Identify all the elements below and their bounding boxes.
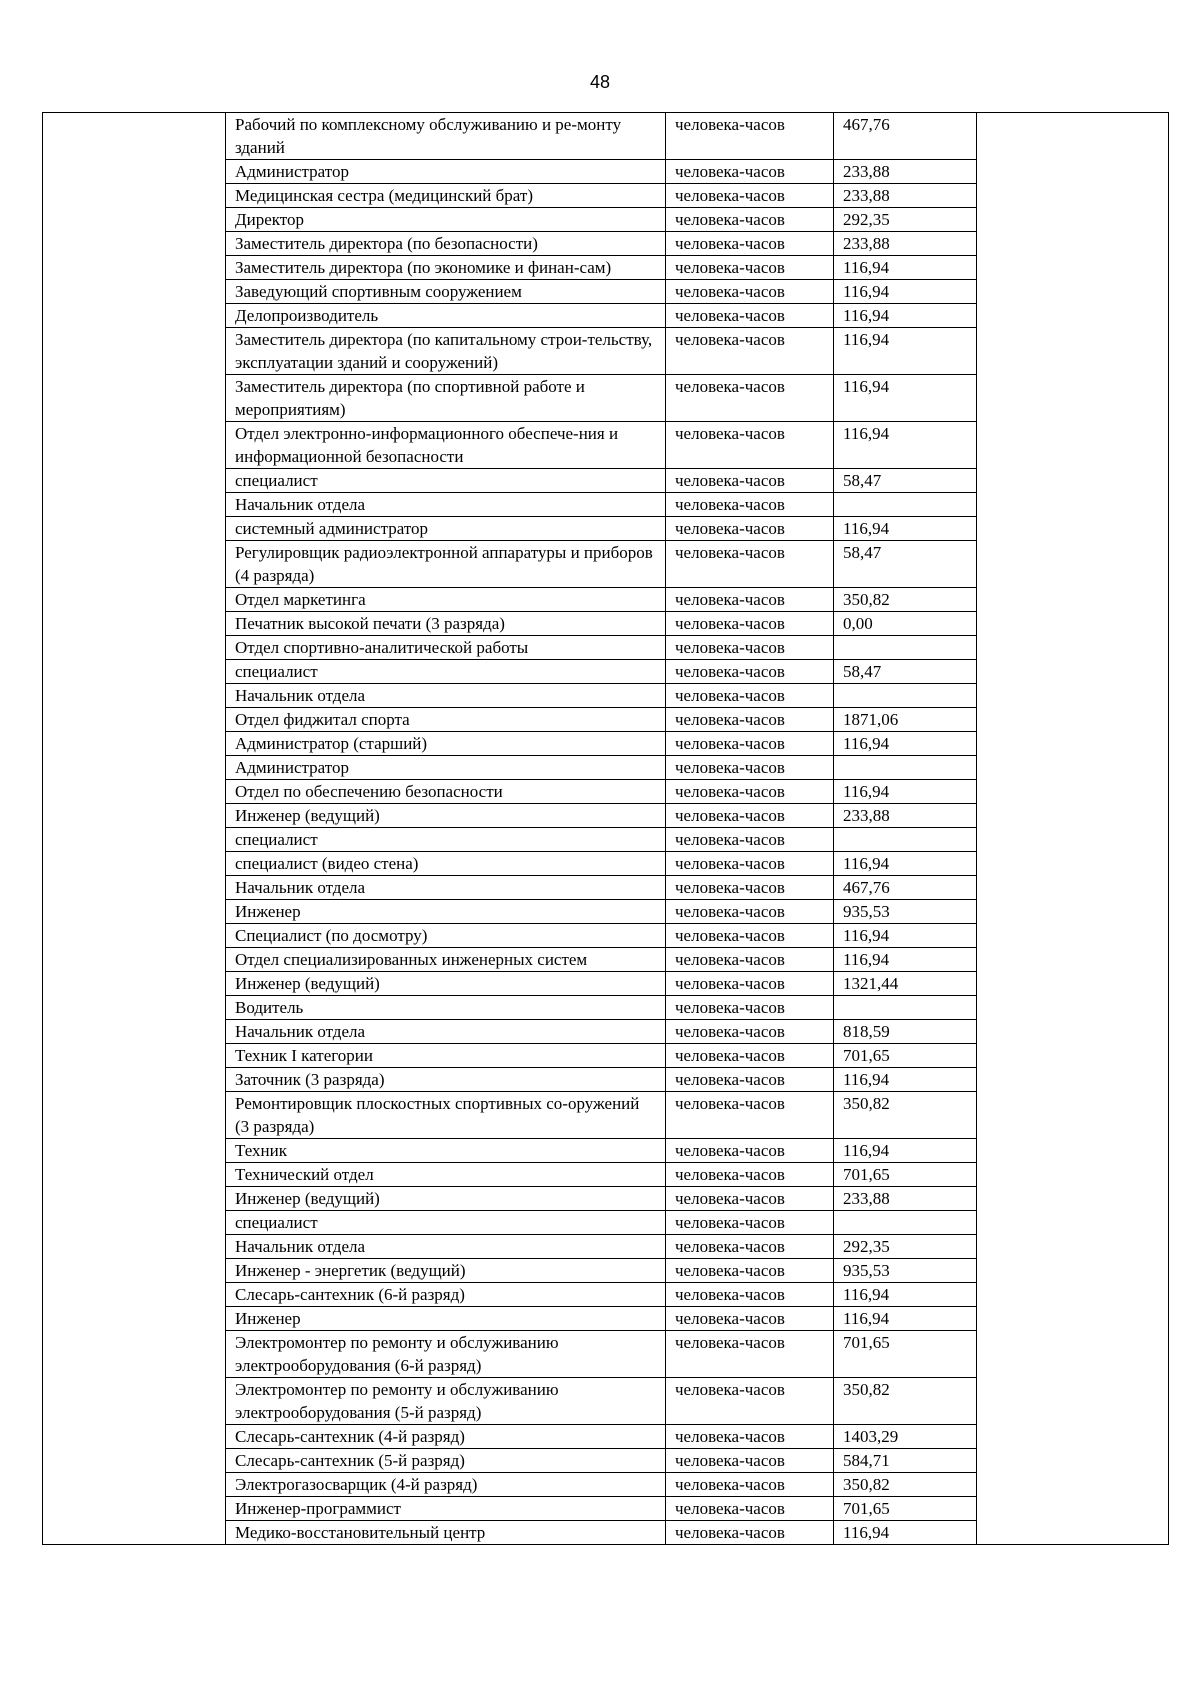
unit-cell: человека-часов <box>666 1211 834 1235</box>
position-name-cell: специалист <box>226 828 666 852</box>
unit-cell: человека-часов <box>666 828 834 852</box>
position-name-cell: Заведующий спортивным сооружением <box>226 280 666 304</box>
position-name-cell: Администратор (старший) <box>226 732 666 756</box>
unit-cell: человека-часов <box>666 1307 834 1331</box>
value-cell: 116,94 <box>834 780 977 804</box>
unit-cell: человека-часов <box>666 1235 834 1259</box>
value-cell: 0,00 <box>834 612 977 636</box>
unit-cell: человека-часов <box>666 972 834 996</box>
value-cell <box>834 828 977 852</box>
unit-cell: человека-часов <box>666 732 834 756</box>
unit-cell: человека-часов <box>666 517 834 541</box>
unit-cell: человека-часов <box>666 1092 834 1139</box>
unit-cell: человека-часов <box>666 1497 834 1521</box>
value-cell: 1871,06 <box>834 708 977 732</box>
unit-cell: человека-часов <box>666 900 834 924</box>
value-cell: 292,35 <box>834 208 977 232</box>
unit-cell: человека-часов <box>666 708 834 732</box>
position-name-cell: Инженер <box>226 900 666 924</box>
unit-cell: человека-часов <box>666 1068 834 1092</box>
unit-cell: человека-часов <box>666 1425 834 1449</box>
blank-left-cell <box>43 113 226 1545</box>
position-name-cell: Регулировщик радиоэлектронной аппаратуры и приборов (4 разряда) <box>226 541 666 588</box>
position-name-cell: Инженер (ведущий) <box>226 804 666 828</box>
unit-cell: человека-часов <box>666 304 834 328</box>
position-name-cell: Техник <box>226 1139 666 1163</box>
unit-cell: человека-часов <box>666 660 834 684</box>
value-cell: 58,47 <box>834 541 977 588</box>
position-name-cell: Отдел по обеспечению безопасности <box>226 780 666 804</box>
unit-cell: человека-часов <box>666 256 834 280</box>
data-table <box>42 112 1169 1545</box>
position-name-cell: системный администратор <box>226 517 666 541</box>
value-cell: 233,88 <box>834 184 977 208</box>
value-cell: 467,76 <box>834 876 977 900</box>
position-name-cell: Начальник отдела <box>226 684 666 708</box>
value-cell: 350,82 <box>834 588 977 612</box>
position-name-cell: Слесарь-сантехник (4-й разряд) <box>226 1425 666 1449</box>
value-cell: 350,82 <box>834 1378 977 1425</box>
value-cell: 116,94 <box>834 924 977 948</box>
value-cell: 116,94 <box>834 375 977 422</box>
position-name-cell: Инженер <box>226 1307 666 1331</box>
value-cell: 233,88 <box>834 1187 977 1211</box>
position-name-cell: Отдел маркетинга <box>226 588 666 612</box>
unit-cell: человека-часов <box>666 113 834 160</box>
position-name-cell: Заместитель директора (по безопасности) <box>226 232 666 256</box>
unit-cell: человека-часов <box>666 541 834 588</box>
unit-cell: человека-часов <box>666 1283 834 1307</box>
unit-cell: человека-часов <box>666 876 834 900</box>
unit-cell: человека-часов <box>666 804 834 828</box>
value-cell <box>834 996 977 1020</box>
position-name-cell: Технический отдел <box>226 1163 666 1187</box>
unit-cell: человека-часов <box>666 1473 834 1497</box>
value-cell: 116,94 <box>834 732 977 756</box>
unit-cell: человека-часов <box>666 469 834 493</box>
position-name-cell: Инженер (ведущий) <box>226 972 666 996</box>
value-cell <box>834 1211 977 1235</box>
position-name-cell: Начальник отдела <box>226 493 666 517</box>
position-name-cell: Медико-восстановительный центр <box>226 1521 666 1545</box>
unit-cell: человека-часов <box>666 208 834 232</box>
position-name-cell: Техник I категории <box>226 1044 666 1068</box>
value-cell: 116,94 <box>834 256 977 280</box>
position-name-cell: Отдел специализированных инженерных систем <box>226 948 666 972</box>
position-name-cell: Рабочий по комплексному обслуживанию и ре-монту зданий <box>226 113 666 160</box>
table-row <box>43 113 1169 160</box>
position-name-cell: Начальник отдела <box>226 1020 666 1044</box>
position-name-cell: Ремонтировщик плоскостных спортивных со-оружений (3 разряда) <box>226 1092 666 1139</box>
position-name-cell: Заточник (3 разряда) <box>226 1068 666 1092</box>
value-cell: 1321,44 <box>834 972 977 996</box>
position-name-cell: специалист <box>226 1211 666 1235</box>
table-body <box>43 113 1169 1545</box>
position-name-cell: Электромонтер по ремонту и обслуживанию электрооборудования (5-й разряд) <box>226 1378 666 1425</box>
unit-cell: человека-часов <box>666 160 834 184</box>
unit-cell: человека-часов <box>666 852 834 876</box>
value-cell: 116,94 <box>834 1068 977 1092</box>
position-name-cell: Директор <box>226 208 666 232</box>
value-cell <box>834 493 977 517</box>
value-cell: 292,35 <box>834 1235 977 1259</box>
unit-cell: человека-часов <box>666 924 834 948</box>
position-name-cell: Заместитель директора (по спортивной работе и мероприятиям) <box>226 375 666 422</box>
blank-right-cell <box>977 113 1169 1545</box>
value-cell: 116,94 <box>834 304 977 328</box>
unit-cell: человека-часов <box>666 684 834 708</box>
unit-cell: человека-часов <box>666 636 834 660</box>
value-cell: 233,88 <box>834 804 977 828</box>
unit-cell: человека-часов <box>666 1521 834 1545</box>
unit-cell: человека-часов <box>666 1163 834 1187</box>
position-name-cell: Специалист (по досмотру) <box>226 924 666 948</box>
unit-cell: человека-часов <box>666 1378 834 1425</box>
value-cell <box>834 756 977 780</box>
value-cell: 116,94 <box>834 328 977 375</box>
unit-cell: человека-часов <box>666 184 834 208</box>
position-name-cell: Слесарь-сантехник (5-й разряд) <box>226 1449 666 1473</box>
unit-cell: человека-часов <box>666 1187 834 1211</box>
position-name-cell: Отдел фиджитал спорта <box>226 708 666 732</box>
value-cell: 116,94 <box>834 948 977 972</box>
value-cell: 818,59 <box>834 1020 977 1044</box>
value-cell: 467,76 <box>834 113 977 160</box>
unit-cell: человека-часов <box>666 375 834 422</box>
value-cell: 233,88 <box>834 232 977 256</box>
value-cell: 701,65 <box>834 1331 977 1378</box>
value-cell: 1403,29 <box>834 1425 977 1449</box>
position-name-cell: Инженер-программист <box>226 1497 666 1521</box>
unit-cell: человека-часов <box>666 756 834 780</box>
position-name-cell: Администратор <box>226 756 666 780</box>
value-cell: 350,82 <box>834 1092 977 1139</box>
value-cell: 58,47 <box>834 660 977 684</box>
unit-cell: человека-часов <box>666 1259 834 1283</box>
value-cell: 350,82 <box>834 1473 977 1497</box>
position-name-cell: Слесарь-сантехник (6-й разряд) <box>226 1283 666 1307</box>
unit-cell: человека-часов <box>666 588 834 612</box>
position-name-cell: Начальник отдела <box>226 1235 666 1259</box>
unit-cell: человека-часов <box>666 328 834 375</box>
position-name-cell: Электрогазосварщик (4-й разряд) <box>226 1473 666 1497</box>
value-cell: 701,65 <box>834 1497 977 1521</box>
unit-cell: человека-часов <box>666 1331 834 1378</box>
value-cell: 116,94 <box>834 1283 977 1307</box>
value-cell: 116,94 <box>834 1307 977 1331</box>
position-name-cell: Начальник отдела <box>226 876 666 900</box>
position-name-cell: Делопроизводитель <box>226 304 666 328</box>
page-number: 48 <box>589 72 611 92</box>
position-name-cell: Электромонтер по ремонту и обслуживанию электрооборудования (6-й разряд) <box>226 1331 666 1378</box>
value-cell: 701,65 <box>834 1044 977 1068</box>
position-name-cell: Отдел электронно-информационного обеспече-ния и информационной безопасности <box>226 422 666 469</box>
position-name-cell: специалист <box>226 469 666 493</box>
position-name-cell: Заместитель директора (по экономике и финан-сам) <box>226 256 666 280</box>
position-name-cell: Инженер (ведущий) <box>226 1187 666 1211</box>
value-cell: 935,53 <box>834 1259 977 1283</box>
unit-cell: человека-часов <box>666 1139 834 1163</box>
value-cell: 116,94 <box>834 517 977 541</box>
value-cell: 116,94 <box>834 1521 977 1545</box>
unit-cell: человека-часов <box>666 1020 834 1044</box>
position-name-cell: Заместитель директора (по капитальному строи-тельству, эксплуатации зданий и сооружений) <box>226 328 666 375</box>
value-cell: 116,94 <box>834 852 977 876</box>
value-cell: 116,94 <box>834 422 977 469</box>
unit-cell: человека-часов <box>666 232 834 256</box>
value-cell: 116,94 <box>834 1139 977 1163</box>
position-name-cell: Отдел спортивно-аналитической работы <box>226 636 666 660</box>
value-cell: 935,53 <box>834 900 977 924</box>
value-cell: 584,71 <box>834 1449 977 1473</box>
value-cell: 116,94 <box>834 280 977 304</box>
unit-cell: человека-часов <box>666 612 834 636</box>
value-cell: 701,65 <box>834 1163 977 1187</box>
value-cell <box>834 636 977 660</box>
unit-cell: человека-часов <box>666 1044 834 1068</box>
unit-cell: человека-часов <box>666 1449 834 1473</box>
unit-cell: человека-часов <box>666 493 834 517</box>
position-name-cell: Печатник высокой печати (3 разряда) <box>226 612 666 636</box>
value-cell <box>834 684 977 708</box>
unit-cell: человека-часов <box>666 280 834 304</box>
unit-cell: человека-часов <box>666 996 834 1020</box>
position-name-cell: специалист <box>226 660 666 684</box>
unit-cell: человека-часов <box>666 422 834 469</box>
value-cell: 233,88 <box>834 160 977 184</box>
position-name-cell: Водитель <box>226 996 666 1020</box>
value-cell: 58,47 <box>834 469 977 493</box>
position-name-cell: Инженер - энергетик (ведущий) <box>226 1259 666 1283</box>
position-name-cell: Администратор <box>226 160 666 184</box>
position-name-cell: специалист (видео стена) <box>226 852 666 876</box>
position-name-cell: Медицинская сестра (медицинский брат) <box>226 184 666 208</box>
unit-cell: человека-часов <box>666 780 834 804</box>
unit-cell: человека-часов <box>666 948 834 972</box>
